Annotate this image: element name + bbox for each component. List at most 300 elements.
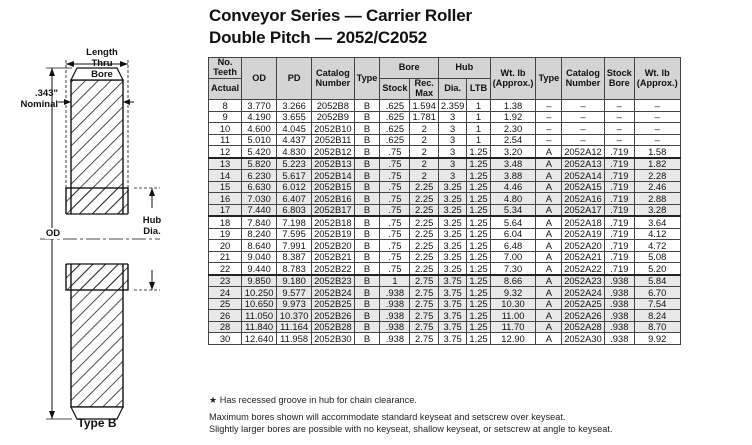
table-cell: 16	[209, 193, 242, 205]
table-cell: .719	[604, 158, 634, 170]
table-cell: 2052A17	[562, 204, 605, 216]
table-cell: 7.00	[490, 251, 536, 263]
table-cell: 2052B24	[312, 287, 355, 299]
table-cell: 2.25	[410, 228, 438, 240]
table-cell: 2	[410, 134, 438, 146]
table-cell: 5.223	[277, 158, 312, 170]
col-pd: PD	[277, 58, 312, 100]
table-cell: B	[354, 310, 380, 322]
type-label: Type B	[77, 416, 117, 430]
col-ltb: LTB	[467, 79, 490, 100]
table-cell: 6.04	[490, 228, 536, 240]
col-stock: Stock	[380, 79, 410, 100]
table-cell: 3	[438, 111, 466, 123]
table-cell: 9.040	[242, 251, 277, 263]
table-cell: .719	[604, 228, 634, 240]
table-cell: 3	[438, 134, 466, 146]
table-cell: .75	[380, 240, 410, 252]
table-cell: 3	[438, 170, 466, 182]
table-cell: –	[604, 134, 634, 146]
table-cell: 21	[209, 251, 242, 263]
table-cell: 1	[467, 134, 490, 146]
table-cell: 1.25	[467, 228, 490, 240]
table-cell: 1.25	[467, 263, 490, 275]
col-actual: Actual	[209, 79, 242, 100]
table-cell: 2	[410, 170, 438, 182]
table-cell: 7.440	[242, 204, 277, 216]
table-row	[209, 216, 681, 228]
table-cell: .75	[380, 158, 410, 170]
table-cell: 2052B10	[312, 123, 355, 135]
table-cell: 12.90	[490, 333, 536, 345]
bore-note-2: Slightly larger bores are possible with no keyseat, shallow keyseat, or setscrew at angle to keyseat.	[209, 424, 613, 434]
table-cell: A	[536, 251, 562, 263]
table-cell: 3.28	[634, 204, 680, 216]
table-cell: A	[536, 240, 562, 252]
table-cell: 15	[209, 181, 242, 193]
page-title: Conveyor Series — Carrier Roller	[209, 6, 472, 25]
table-cell: 7.991	[277, 240, 312, 252]
table-cell: 2052A23	[562, 275, 605, 287]
table-cell: 2052A14	[562, 170, 605, 182]
table-row	[209, 287, 681, 299]
table-cell: 28	[209, 321, 242, 333]
table-cell: 2.25	[410, 216, 438, 228]
table-cell: A	[536, 146, 562, 158]
table-cell: B	[354, 204, 380, 216]
table-cell: 12.640	[242, 333, 277, 345]
table-cell: 6.630	[242, 181, 277, 193]
table-cell: 9	[209, 111, 242, 123]
table-cell: 2052A16	[562, 193, 605, 205]
col-stock-bore: Stock Bore	[604, 58, 634, 100]
table-cell: 9.577	[277, 287, 312, 299]
table-cell: .938	[604, 321, 634, 333]
table-cell: 2052A13	[562, 158, 605, 170]
table-cell: 2052B13	[312, 158, 355, 170]
table-cell: B	[354, 193, 380, 205]
table-cell: 4.830	[277, 146, 312, 158]
table-row	[209, 298, 681, 310]
table-cell: .719	[604, 240, 634, 252]
table-cell: 2052B17	[312, 204, 355, 216]
table-cell: 2	[410, 146, 438, 158]
table-cell: 8.783	[277, 263, 312, 275]
table-cell: 2052B18	[312, 216, 355, 228]
page-subtitle: Double Pitch — 2052/C2052	[209, 28, 427, 47]
table-cell: 10.650	[242, 298, 277, 310]
table-cell: A	[536, 216, 562, 228]
table-cell: 2052B19	[312, 228, 355, 240]
table-cell: 2.28	[634, 170, 680, 182]
table-row	[209, 146, 681, 158]
table-cell: 11.958	[277, 333, 312, 345]
table-cell: .75	[380, 181, 410, 193]
table-cell: 9.92	[634, 333, 680, 345]
table-cell: 9.973	[277, 298, 312, 310]
table-cell: .625	[380, 123, 410, 135]
table-cell: 2052A25	[562, 298, 605, 310]
table-cell: A	[536, 263, 562, 275]
table-cell: 2.359	[438, 100, 466, 112]
table-cell: 3.25	[438, 240, 466, 252]
table-cell: 3.75	[438, 321, 466, 333]
table-cell: 1.38	[490, 100, 536, 112]
table-cell: 17	[209, 204, 242, 216]
table-cell: 7.840	[242, 216, 277, 228]
table-cell: 3.25	[438, 181, 466, 193]
table-cell: A	[536, 310, 562, 322]
table-cell: .75	[380, 204, 410, 216]
table-cell: .938	[380, 310, 410, 322]
table-cell: A	[536, 298, 562, 310]
table-cell: B	[354, 321, 380, 333]
table-cell: 9.180	[277, 275, 312, 287]
table-cell: 8.70	[634, 321, 680, 333]
table-cell: 4.190	[242, 111, 277, 123]
spec-table	[208, 57, 681, 345]
table-cell: 2052A15	[562, 181, 605, 193]
table-row	[209, 228, 681, 240]
table-cell: 3	[438, 123, 466, 135]
table-cell: 2.75	[410, 298, 438, 310]
table-cell: –	[562, 111, 605, 123]
table-cell: 4.46	[490, 181, 536, 193]
table-cell: 2052B12	[312, 146, 355, 158]
table-cell: B	[354, 228, 380, 240]
table-cell: 1.25	[467, 216, 490, 228]
table-cell: 2052A26	[562, 310, 605, 322]
table-cell: 2052A28	[562, 321, 605, 333]
table-cell: 2.54	[490, 134, 536, 146]
table-cell: –	[604, 100, 634, 112]
table-cell: 30	[209, 333, 242, 345]
table-cell: 2052A12	[562, 146, 605, 158]
table-cell: 6.230	[242, 170, 277, 182]
table-cell: 2052B25	[312, 298, 355, 310]
table-cell: 2.25	[410, 263, 438, 275]
table-cell: B	[354, 216, 380, 228]
table-cell: 3.655	[277, 111, 312, 123]
table-cell: 1.25	[467, 193, 490, 205]
table-cell: 2052A30	[562, 333, 605, 345]
col-type: Type	[354, 58, 380, 100]
table-cell: 1	[467, 111, 490, 123]
table-cell: A	[536, 321, 562, 333]
table-cell: 2052B11	[312, 134, 355, 146]
table-cell: .938	[380, 321, 410, 333]
table-cell: 5.820	[242, 158, 277, 170]
table-cell: 5.64	[490, 216, 536, 228]
table-cell: 3.25	[438, 228, 466, 240]
table-cell: –	[562, 134, 605, 146]
col-group-hub: Hub	[438, 58, 490, 79]
table-cell: 1.594	[410, 100, 438, 112]
table-cell: 5.420	[242, 146, 277, 158]
table-cell: 2.75	[410, 287, 438, 299]
col-weight2: Wt. lb (Approx.)	[634, 58, 680, 100]
table-cell: .719	[604, 193, 634, 205]
table-cell: 3.48	[490, 158, 536, 170]
table-cell: 2052A22	[562, 263, 605, 275]
table-row	[209, 275, 681, 287]
table-cell: 23	[209, 275, 242, 287]
table-cell: –	[604, 123, 634, 135]
table-cell: 2052B20	[312, 240, 355, 252]
table-row	[209, 158, 681, 170]
table-cell: 1.25	[467, 251, 490, 263]
table-cell: 11.840	[242, 321, 277, 333]
table-cell: 3	[438, 158, 466, 170]
table-row	[209, 170, 681, 182]
table-cell: 7.54	[634, 298, 680, 310]
table-cell: .719	[604, 251, 634, 263]
table-cell: 1.25	[467, 170, 490, 182]
table-cell: .719	[604, 204, 634, 216]
table-cell: A	[536, 204, 562, 216]
table-cell: 6.803	[277, 204, 312, 216]
table-cell: 14	[209, 170, 242, 182]
table-cell: .938	[604, 333, 634, 345]
table-cell: 8.66	[490, 275, 536, 287]
table-cell: A	[536, 287, 562, 299]
od-label: OD	[45, 228, 61, 239]
table-cell: .719	[604, 216, 634, 228]
table-cell: –	[604, 111, 634, 123]
table-cell: 2052A18	[562, 216, 605, 228]
table-cell: .75	[380, 216, 410, 228]
table-cell: 12	[209, 146, 242, 158]
table-cell: 13	[209, 158, 242, 170]
table-cell: 4.12	[634, 228, 680, 240]
table-cell: 2.75	[410, 321, 438, 333]
table-cell: 2.30	[490, 123, 536, 135]
col-group-bore: Bore	[380, 58, 439, 79]
table-cell: 2052B22	[312, 263, 355, 275]
table-cell: 3.75	[438, 298, 466, 310]
table-cell: B	[354, 275, 380, 287]
table-cell: –	[634, 111, 680, 123]
table-cell: –	[536, 134, 562, 146]
table-cell: 1	[467, 123, 490, 135]
table-cell: 3	[438, 146, 466, 158]
table-cell: 1.25	[467, 240, 490, 252]
table-cell: 6.012	[277, 181, 312, 193]
table-cell: 24	[209, 287, 242, 299]
table-cell: 1.25	[467, 275, 490, 287]
table-cell: B	[354, 287, 380, 299]
table-cell: 11.00	[490, 310, 536, 322]
table-row	[209, 134, 681, 146]
table-cell: 2052B28	[312, 321, 355, 333]
table-cell: 8.240	[242, 228, 277, 240]
table-cell: .938	[604, 298, 634, 310]
table-cell: 2052A24	[562, 287, 605, 299]
table-row	[209, 321, 681, 333]
col-rec-max: Rec. Max	[410, 79, 438, 100]
table-cell: 2052A20	[562, 240, 605, 252]
table-cell: B	[354, 123, 380, 135]
table-cell: B	[354, 263, 380, 275]
table-cell: –	[634, 123, 680, 135]
table-cell: .719	[604, 181, 634, 193]
table-cell: 3.75	[438, 275, 466, 287]
table-row	[209, 263, 681, 275]
table-cell: 7.030	[242, 193, 277, 205]
table-cell: A	[536, 158, 562, 170]
table-cell: 2052B14	[312, 170, 355, 182]
table-cell: –	[634, 100, 680, 112]
table-cell: 1.25	[467, 298, 490, 310]
table-cell: B	[354, 251, 380, 263]
table-cell: A	[536, 228, 562, 240]
table-cell: 4.72	[634, 240, 680, 252]
table-cell: B	[354, 298, 380, 310]
table-row	[209, 193, 681, 205]
table-cell: .75	[380, 228, 410, 240]
table-row	[209, 333, 681, 345]
table-cell: 3.75	[438, 310, 466, 322]
table-cell: 3.88	[490, 170, 536, 182]
table-cell: 2.75	[410, 333, 438, 345]
table-cell: .75	[380, 263, 410, 275]
table-cell: 1.92	[490, 111, 536, 123]
table-cell: 2052B23	[312, 275, 355, 287]
col-hub-dia: Dia.	[438, 79, 466, 100]
table-cell: .75	[380, 146, 410, 158]
table-cell: .938	[380, 287, 410, 299]
table-cell: 5.08	[634, 251, 680, 263]
table-cell: 3.20	[490, 146, 536, 158]
table-cell: 11	[209, 134, 242, 146]
table-row	[209, 111, 681, 123]
table-cell: 1.25	[467, 333, 490, 345]
table-cell: .938	[604, 310, 634, 322]
table-cell: A	[536, 333, 562, 345]
table-cell: 1	[467, 100, 490, 112]
table-cell: 20	[209, 240, 242, 252]
table-cell: 19	[209, 228, 242, 240]
table-cell: 5.20	[634, 263, 680, 275]
table-cell: 2052B30	[312, 333, 355, 345]
table-cell: 1.25	[467, 310, 490, 322]
col-weight: Wt. lb (Approx.)	[490, 58, 536, 100]
table-cell: 4.437	[277, 134, 312, 146]
table-cell: 1.25	[467, 204, 490, 216]
hub-dia-label: Hub Dia.	[142, 215, 162, 237]
table-cell: 5.84	[634, 275, 680, 287]
table-cell: 3.64	[634, 216, 680, 228]
table-cell: 1.58	[634, 146, 680, 158]
table-cell: –	[634, 134, 680, 146]
table-cell: 6.70	[634, 287, 680, 299]
table-cell: 5.617	[277, 170, 312, 182]
table-cell: 1.82	[634, 158, 680, 170]
table-cell: 2.25	[410, 181, 438, 193]
table-row	[209, 240, 681, 252]
table-cell: A	[536, 181, 562, 193]
table-cell: 3.25	[438, 204, 466, 216]
table-cell: A	[536, 170, 562, 182]
table-cell: 3.75	[438, 287, 466, 299]
col-catalog2: Catalog Number	[562, 58, 605, 100]
table-cell: 18	[209, 216, 242, 228]
table-cell: 3.770	[242, 100, 277, 112]
table-cell: 2.25	[410, 251, 438, 263]
table-cell: 9.850	[242, 275, 277, 287]
bore-note-1: Maximum bores shown will accommodate standard keyseat and setscrew over keyseat.	[209, 412, 566, 422]
table-row	[209, 204, 681, 216]
table-cell: 3.25	[438, 193, 466, 205]
table-cell: .719	[604, 263, 634, 275]
table-cell: .938	[604, 287, 634, 299]
table-cell: B	[354, 170, 380, 182]
table-cell: 5.34	[490, 204, 536, 216]
table-cell: 2052B9	[312, 111, 355, 123]
table-cell: A	[536, 275, 562, 287]
table-cell: .719	[604, 146, 634, 158]
table-cell: B	[354, 181, 380, 193]
table-cell: 8.640	[242, 240, 277, 252]
table-cell: 22	[209, 263, 242, 275]
table-cell: 3.25	[438, 251, 466, 263]
table-cell: A	[536, 193, 562, 205]
table-row	[209, 123, 681, 135]
table-cell: 3.25	[438, 216, 466, 228]
table-cell: 1.25	[467, 181, 490, 193]
col-type2: Type	[536, 58, 562, 100]
table-cell: 3.25	[438, 263, 466, 275]
table-cell: 2052A19	[562, 228, 605, 240]
table-row	[209, 100, 681, 112]
table-cell: .938	[604, 275, 634, 287]
table-cell: 6.407	[277, 193, 312, 205]
table-cell: B	[354, 111, 380, 123]
table-cell: 2052A21	[562, 251, 605, 263]
table-cell: 3.75	[438, 333, 466, 345]
table-cell: 11.050	[242, 310, 277, 322]
table-cell: –	[562, 100, 605, 112]
table-cell: 7.595	[277, 228, 312, 240]
table-cell: B	[354, 146, 380, 158]
table-cell: B	[354, 100, 380, 112]
table-cell: 1.25	[467, 321, 490, 333]
table-cell: 2	[410, 123, 438, 135]
table-cell: 1.25	[467, 146, 490, 158]
table-cell: .625	[380, 100, 410, 112]
table-cell: 9.440	[242, 263, 277, 275]
table-cell: 10.370	[277, 310, 312, 322]
table-cell: 1	[380, 275, 410, 287]
table-cell: .75	[380, 193, 410, 205]
table-cell: .938	[380, 298, 410, 310]
length-thru-bore-label: Length Thru Bore	[86, 47, 118, 80]
table-cell: 4.80	[490, 193, 536, 205]
table-cell: 2.25	[410, 193, 438, 205]
table-cell: 1.781	[410, 111, 438, 123]
table-cell: 2.46	[634, 181, 680, 193]
table-cell: 5.010	[242, 134, 277, 146]
table-cell: B	[354, 333, 380, 345]
table-cell: .719	[604, 170, 634, 182]
table-cell: .625	[380, 134, 410, 146]
table-cell: 2052B26	[312, 310, 355, 322]
nominal-label: .343" Nominal	[20, 88, 58, 110]
table-cell: 10.250	[242, 287, 277, 299]
table-cell: B	[354, 240, 380, 252]
table-cell: 8	[209, 100, 242, 112]
table-cell: B	[354, 158, 380, 170]
